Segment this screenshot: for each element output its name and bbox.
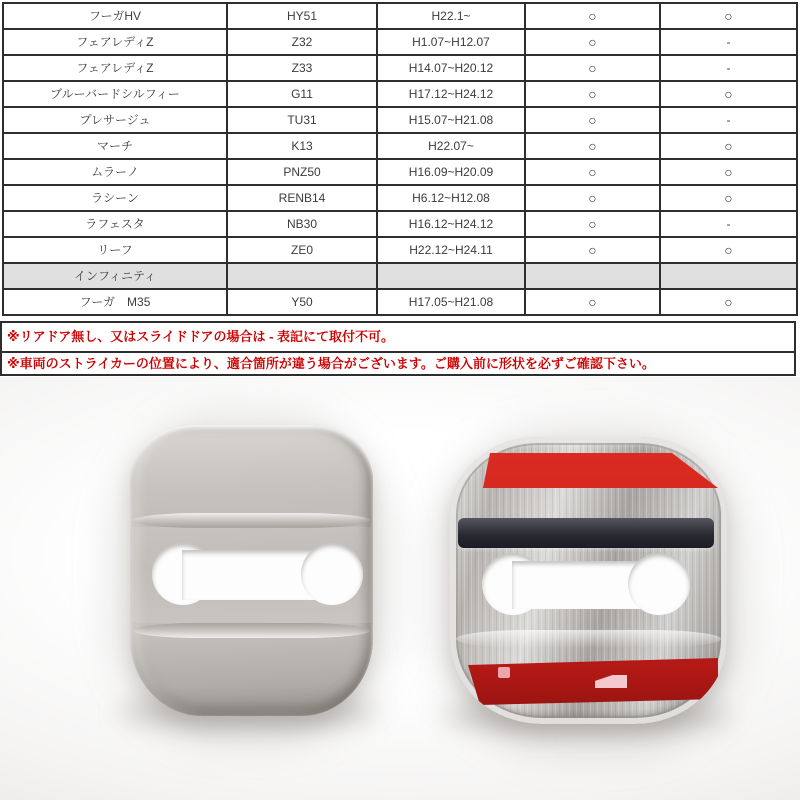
model-cell: ラシーン <box>3 185 227 211</box>
code-cell: ZE0 <box>227 237 377 263</box>
crease-line <box>133 513 370 528</box>
mark-cell-2: - <box>660 211 797 237</box>
mark-cell-1: ○ <box>525 107 660 133</box>
model-cell: フーガ M35 <box>3 289 227 315</box>
years-cell: H16.12~H24.12 <box>377 211 525 237</box>
table-row <box>3 159 797 185</box>
model-cell: ムラーノ <box>3 159 227 185</box>
years-cell: H22.1~ <box>377 3 525 29</box>
mark-cell-2: ○ <box>660 3 797 29</box>
mark-cell-2: - <box>660 55 797 81</box>
mark-cell-1: ○ <box>525 133 660 159</box>
mark-cell-2: ○ <box>660 133 797 159</box>
years-cell: H17.12~H24.12 <box>377 81 525 107</box>
table-row <box>3 289 797 315</box>
years-cell <box>377 263 525 289</box>
crease-line <box>456 630 721 648</box>
years-cell: H6.12~H12.08 <box>377 185 525 211</box>
code-cell: PNZ50 <box>227 159 377 185</box>
code-cell: RENB14 <box>227 185 377 211</box>
mark-cell-2: ○ <box>660 289 797 315</box>
table-row <box>3 185 797 211</box>
mark-cell-2: ○ <box>660 81 797 107</box>
code-cell: Z32 <box>227 29 377 55</box>
code-cell: Y50 <box>227 289 377 315</box>
table-row <box>3 29 797 55</box>
years-cell: H14.07~H20.12 <box>377 55 525 81</box>
note-rear-door: ※リアドア無し、又はスライドドアの場合は - 表記にて取付不可。 <box>0 321 796 353</box>
compat-table-body <box>3 3 797 315</box>
table-row <box>3 107 797 133</box>
model-cell: ラフェスタ <box>3 211 227 237</box>
cutout-circle <box>301 543 363 605</box>
code-cell: Z33 <box>227 55 377 81</box>
years-cell: H15.07~H21.08 <box>377 107 525 133</box>
mark-cell-2 <box>660 263 797 289</box>
model-cell: フェアレディZ <box>3 55 227 81</box>
mark-cell-2: - <box>660 107 797 133</box>
mark-cell-1 <box>525 263 660 289</box>
door-lock-cover-back-view <box>450 437 727 724</box>
years-cell: H22.07~ <box>377 133 525 159</box>
code-cell <box>227 263 377 289</box>
mark-cell-2: ○ <box>660 237 797 263</box>
mark-cell-2: - <box>660 29 797 55</box>
code-cell: HY51 <box>227 3 377 29</box>
model-cell: マーチ <box>3 133 227 159</box>
table-row <box>3 55 797 81</box>
years-cell: H1.07~H12.07 <box>377 29 525 55</box>
model-cell: フーガHV <box>3 3 227 29</box>
model-cell: フェアレディZ <box>3 29 227 55</box>
notes-box <box>0 321 796 376</box>
compatibility-table <box>2 2 798 316</box>
mark-cell-1: ○ <box>525 81 660 107</box>
table-row <box>3 211 797 237</box>
mark-cell-2: ○ <box>660 159 797 185</box>
years-cell: H16.09~H20.09 <box>377 159 525 185</box>
mark-cell-2: ○ <box>660 185 797 211</box>
crease-line <box>133 623 370 638</box>
cutout-circle <box>628 553 690 615</box>
table-row <box>3 133 797 159</box>
mark-cell-1: ○ <box>525 55 660 81</box>
model-cell: リーフ <box>3 237 227 263</box>
model-cell: プレサージュ <box>3 107 227 133</box>
model-cell: インフィニティ <box>3 263 227 289</box>
table-row <box>3 237 797 263</box>
code-cell: K13 <box>227 133 377 159</box>
code-cell: NB30 <box>227 211 377 237</box>
table-row <box>3 81 797 107</box>
code-cell: TU31 <box>227 107 377 133</box>
mark-cell-1: ○ <box>525 159 660 185</box>
section-row <box>3 263 797 289</box>
mark-cell-1: ○ <box>525 211 660 237</box>
mark-cell-1: ○ <box>525 29 660 55</box>
product-photo <box>0 377 800 800</box>
mark-cell-1: ○ <box>525 185 660 211</box>
tape-logo-mark <box>498 667 510 678</box>
mark-cell-1: ○ <box>525 289 660 315</box>
mark-cell-1: ○ <box>525 3 660 29</box>
door-lock-cover-front-view <box>130 425 373 716</box>
model-cell: ブルーバードシルフィー <box>3 81 227 107</box>
dark-edge-band <box>458 518 714 548</box>
striker-cutout <box>152 543 363 607</box>
mark-cell-1: ○ <box>525 237 660 263</box>
code-cell: G11 <box>227 81 377 107</box>
years-cell: H22.12~H24.11 <box>377 237 525 263</box>
note-striker-position: ※車両のストライカーの位置により、適合箇所が違う場合がございます。ご購入前に形状を必ずご確認下さい。 <box>0 351 796 376</box>
table-row <box>3 3 797 29</box>
years-cell: H17.05~H21.08 <box>377 289 525 315</box>
striker-cutout <box>482 553 690 617</box>
